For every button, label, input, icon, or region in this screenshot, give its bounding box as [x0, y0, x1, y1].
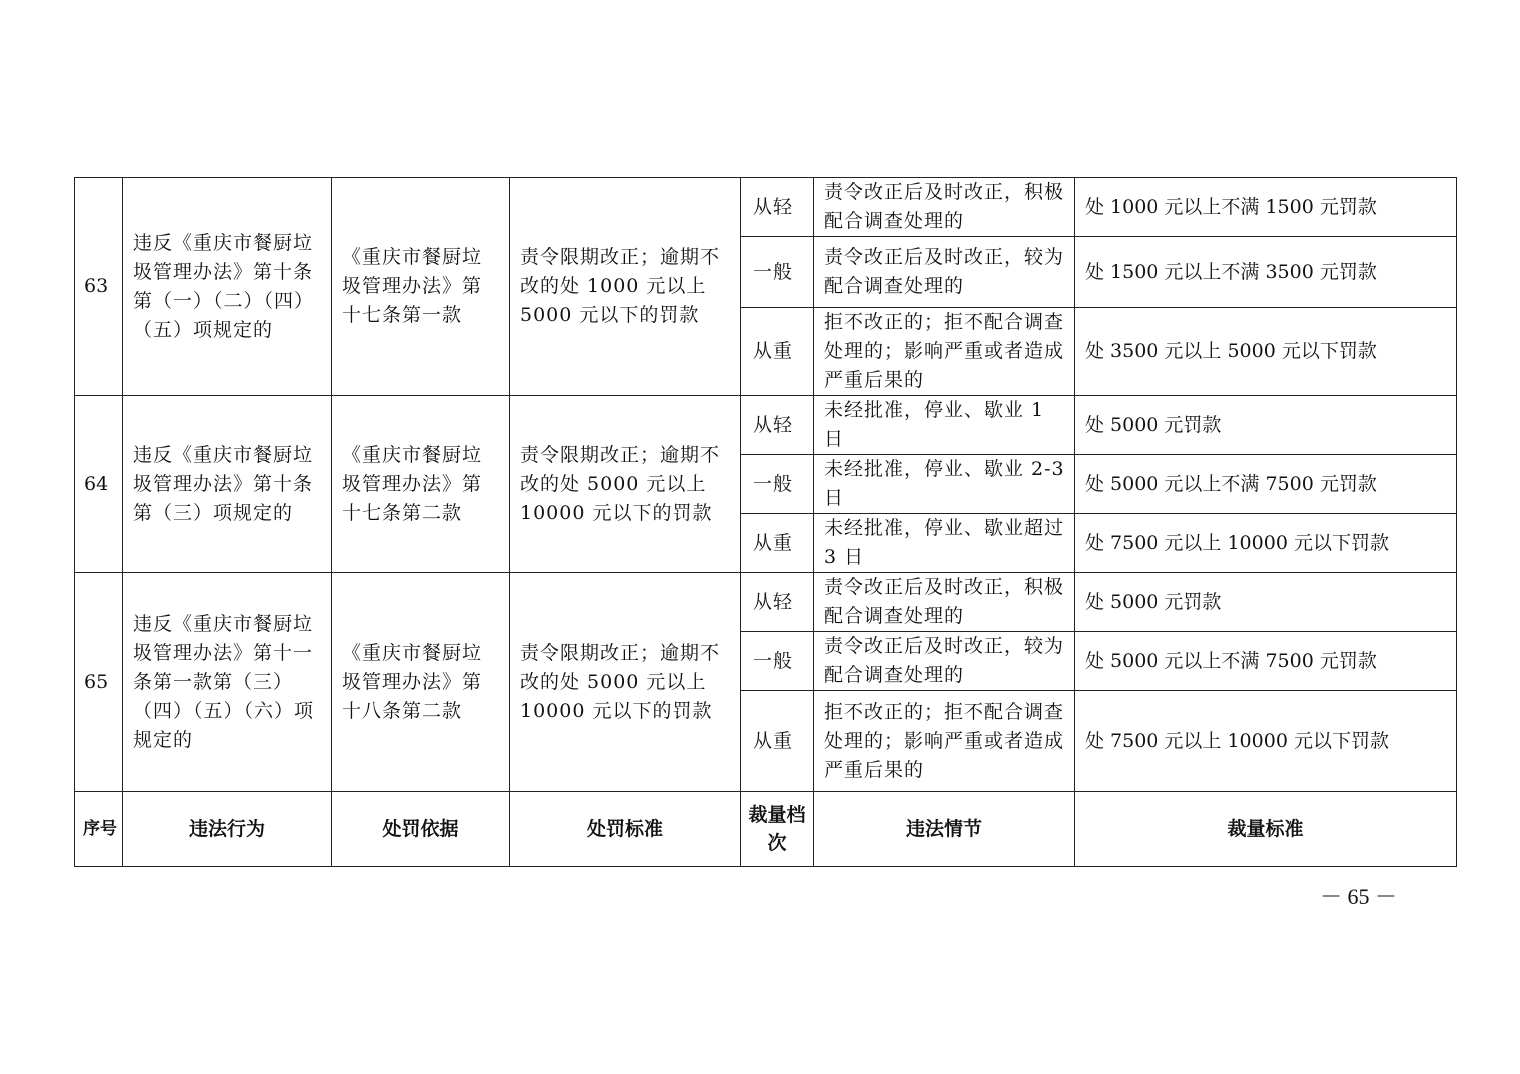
row-number: 63 [75, 178, 123, 396]
discretion-level: 从轻 [741, 178, 814, 237]
discretion-level: 从重 [741, 691, 814, 792]
discretion-standard: 处 1500 元以上不满 3500 元罚款 [1075, 237, 1457, 308]
violation-situation: 责令改正后及时改正，较为配合调查处理的 [814, 632, 1075, 691]
violation-situation: 拒不改正的；拒不配合调查处理的；影响严重或者造成严重后果的 [814, 308, 1075, 396]
header-standard: 处罚标准 [510, 792, 741, 867]
penalty-discretion-table [74, 177, 1457, 867]
table-header-row [75, 792, 1457, 867]
discretion-level: 一般 [741, 237, 814, 308]
violation-situation: 未经批准，停业、歇业超过 3 日 [814, 514, 1075, 573]
discretion-standard: 处 7500 元以上 10000 元以下罚款 [1075, 514, 1457, 573]
violation-situation: 未经批准，停业、歇业 2-3 日 [814, 455, 1075, 514]
penalty-basis: 《重庆市餐厨垃圾管理办法》第十七条第二款 [332, 396, 510, 573]
penalty-standard: 责令限期改正；逾期不改的处 5000 元以上 10000 元以下的罚款 [510, 396, 741, 573]
header-behavior: 违法行为 [123, 792, 332, 867]
header-discretion: 裁量标准 [1075, 792, 1457, 867]
discretion-level: 从轻 [741, 573, 814, 632]
discretion-level: 从重 [741, 308, 814, 396]
discretion-standard: 处 1000 元以上不满 1500 元罚款 [1075, 178, 1457, 237]
discretion-level: 从重 [741, 514, 814, 573]
violation-behavior: 违反《重庆市餐厨垃圾管理办法》第十条第（三）项规定的 [123, 396, 332, 573]
discretion-standard: 处 5000 元以上不满 7500 元罚款 [1075, 455, 1457, 514]
violation-situation: 责令改正后及时改正，较为配合调查处理的 [814, 237, 1075, 308]
header-situation: 违法情节 [814, 792, 1075, 867]
penalty-basis: 《重庆市餐厨垃圾管理办法》第十七条第一款 [332, 178, 510, 396]
row-number: 64 [75, 396, 123, 573]
discretion-standard: 处 5000 元罚款 [1075, 396, 1457, 455]
violation-behavior: 违反《重庆市餐厨垃圾管理办法》第十条第（一）（二）（四）（五）项规定的 [123, 178, 332, 396]
table-row [75, 178, 1457, 237]
discretion-standard: 处 3500 元以上 5000 元以下罚款 [1075, 308, 1457, 396]
header-level: 裁量档次 [741, 792, 814, 867]
penalty-standard: 责令限期改正；逾期不改的处 5000 元以上 10000 元以下的罚款 [510, 573, 741, 792]
header-no: 序号 [75, 792, 123, 867]
discretion-level: 一般 [741, 632, 814, 691]
penalty-standard: 责令限期改正；逾期不改的处 1000 元以上 5000 元以下的罚款 [510, 178, 741, 396]
violation-situation: 责令改正后及时改正，积极配合调查处理的 [814, 573, 1075, 632]
table-row [75, 573, 1457, 632]
table-row [75, 396, 1457, 455]
row-number: 65 [75, 573, 123, 792]
discretion-standard: 处 5000 元罚款 [1075, 573, 1457, 632]
discretion-standard: 处 5000 元以上不满 7500 元罚款 [1075, 632, 1457, 691]
violation-situation: 责令改正后及时改正，积极配合调查处理的 [814, 178, 1075, 237]
violation-behavior: 违反《重庆市餐厨垃圾管理办法》第十一条第一款第（三）（四）（五）（六）项规定的 [123, 573, 332, 792]
violation-situation: 未经批准，停业、歇业 1 日 [814, 396, 1075, 455]
discretion-level: 一般 [741, 455, 814, 514]
penalty-basis: 《重庆市餐厨垃圾管理办法》第十八条第二款 [332, 573, 510, 792]
violation-situation: 拒不改正的；拒不配合调查处理的；影响严重或者造成严重后果的 [814, 691, 1075, 792]
page-number: － 65 － [1320, 884, 1398, 909]
header-basis: 处罚依据 [332, 792, 510, 867]
discretion-level: 从轻 [741, 396, 814, 455]
discretion-standard: 处 7500 元以上 10000 元以下罚款 [1075, 691, 1457, 792]
